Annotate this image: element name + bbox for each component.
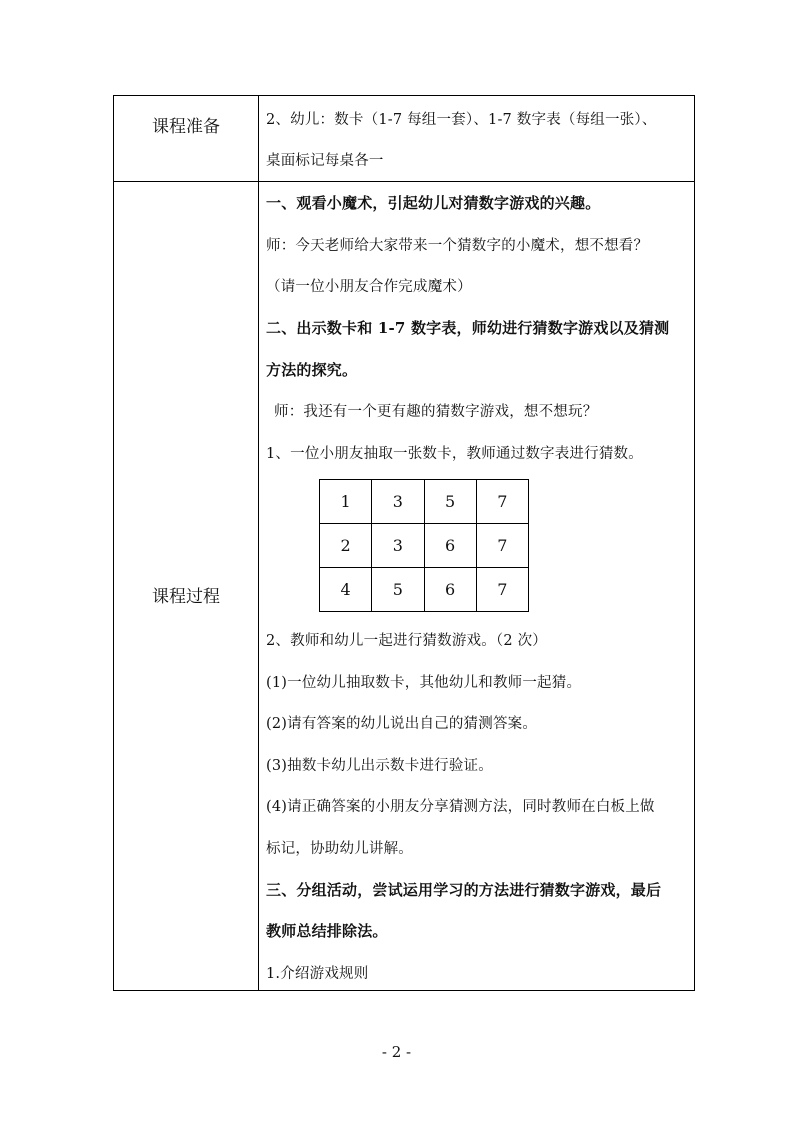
table-row xyxy=(320,524,529,568)
number-cell: 7 xyxy=(476,480,528,524)
number-table xyxy=(319,479,529,612)
column-divider xyxy=(258,96,259,990)
process-line: 师：我还有一个更有趣的猜数字游戏，想不想玩？ xyxy=(274,404,598,420)
process-line: （请一位小朋友合作完成魔术） xyxy=(266,279,472,295)
number-cell: 7 xyxy=(476,568,528,612)
row-divider xyxy=(114,181,694,182)
preparation-line-2: 桌面标记每桌各一 xyxy=(266,153,384,169)
number-cell: 3 xyxy=(372,480,424,524)
page-number: - 2 - xyxy=(381,1043,412,1061)
section-heading-3: 三、分组活动，尝试运用学习的方法进行猜数字游戏，最后 xyxy=(266,881,662,899)
process-line: 1.介绍游戏规则 xyxy=(266,966,369,982)
process-line: 标记，协助幼儿讲解。 xyxy=(266,841,413,857)
process-line: (1)一位幼儿抽取数卡，其他幼儿和教师一起猜。 xyxy=(266,675,582,691)
process-line: 1、一位小朋友抽取一张数卡，教师通过数字表进行猜数。 xyxy=(266,446,643,462)
number-cell: 2 xyxy=(320,524,372,568)
process-line: (3)抽数卡幼儿出示数卡进行验证。 xyxy=(266,758,493,774)
number-cell: 6 xyxy=(424,524,476,568)
row-label-process: 课程过程 xyxy=(152,587,220,607)
table-row xyxy=(320,480,529,524)
number-cell: 5 xyxy=(424,480,476,524)
section-heading-2: 二、出示数卡和 1-7 数字表，师幼进行猜数字游戏以及猜测 xyxy=(266,319,670,337)
process-line: (2)请有答案的幼儿说出自己的猜测答案。 xyxy=(266,716,538,732)
lesson-table xyxy=(113,95,695,991)
number-cell: 6 xyxy=(424,568,476,612)
section-heading-2-cont: 方法的探究。 xyxy=(266,361,358,379)
table-row xyxy=(320,568,529,612)
number-cell: 4 xyxy=(320,568,372,612)
preparation-line-1: 2、幼儿：数卡（1-7 每组一套）、1-7 数字表（每组一张）、 xyxy=(266,112,657,128)
number-cell: 7 xyxy=(476,524,528,568)
section-heading-3-cont: 教师总结排除法。 xyxy=(266,922,388,940)
number-cell: 3 xyxy=(372,524,424,568)
number-cell: 1 xyxy=(320,480,372,524)
process-line: 2、教师和幼儿一起进行猜数游戏。（2 次） xyxy=(266,633,548,649)
process-line: (4)请正确答案的小朋友分享猜测方法，同时教师在白板上做 xyxy=(266,799,655,815)
number-cell: 5 xyxy=(372,568,424,612)
process-line: 师：今天老师给大家带来一个猜数字的小魔术，想不想看？ xyxy=(266,238,649,254)
row-label-preparation: 课程准备 xyxy=(152,117,220,137)
section-heading-1: 一、观看小魔术，引起幼儿对猜数字游戏的兴趣。 xyxy=(266,194,601,212)
